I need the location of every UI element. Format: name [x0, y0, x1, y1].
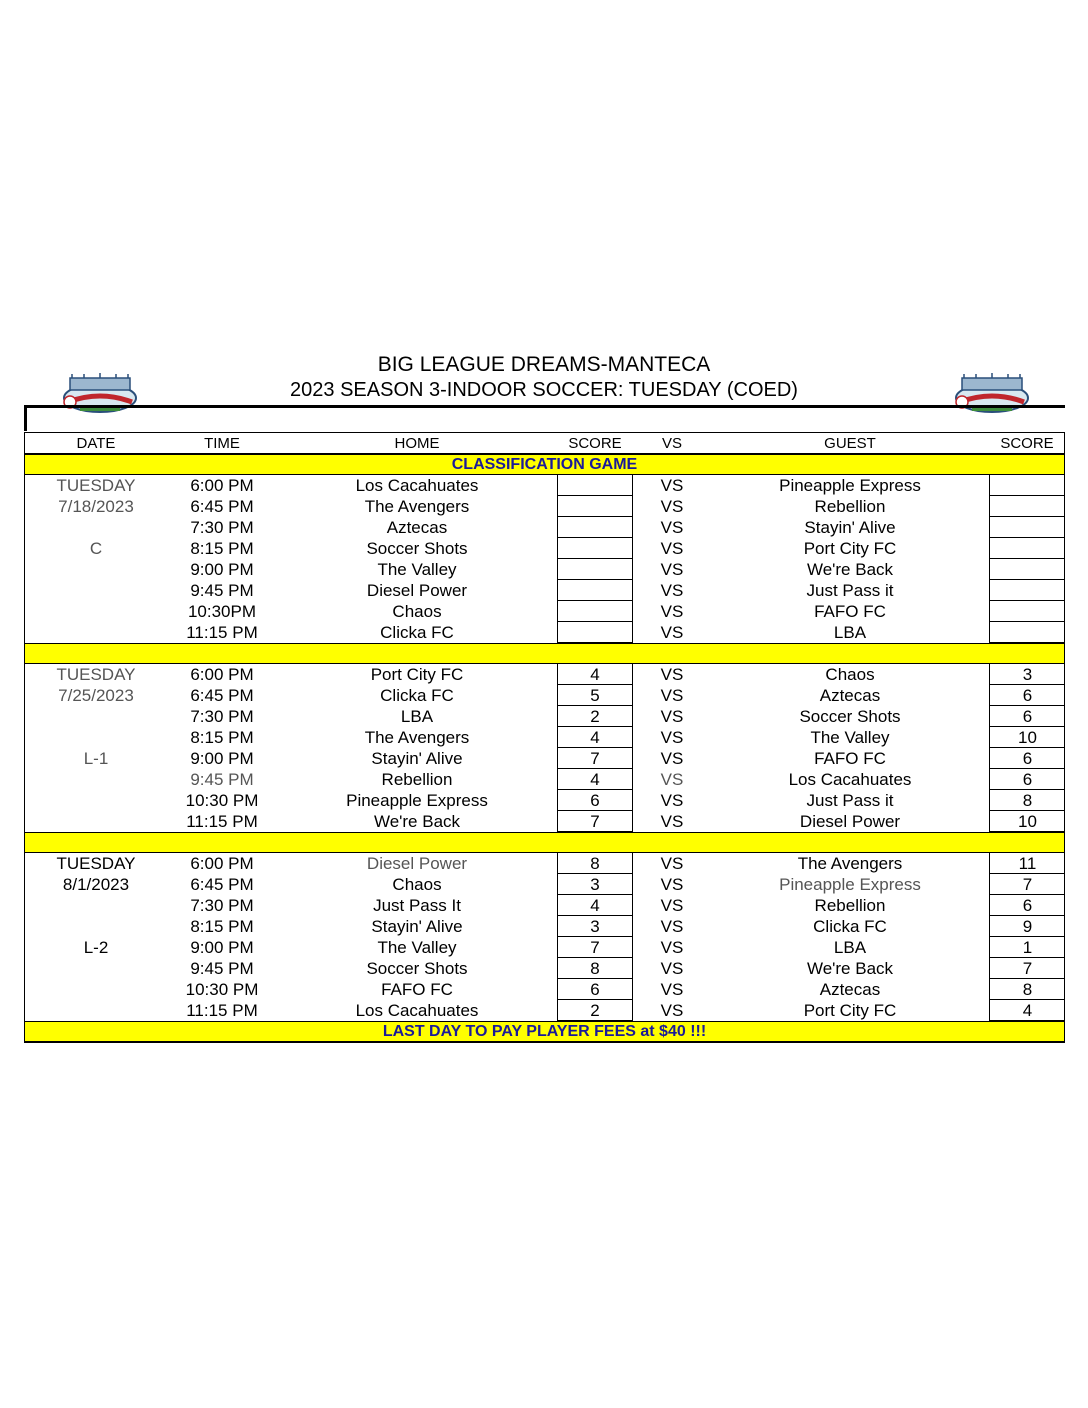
game-row — [25, 979, 1064, 1000]
game-row — [25, 811, 1064, 832]
versus-label: VS — [660, 854, 684, 873]
home-score: 2 — [557, 1000, 633, 1021]
game-date — [25, 958, 167, 979]
game-date: 7/18/2023 — [58, 497, 134, 516]
guest-score — [989, 538, 1065, 559]
classification-banner: CLASSIFICATION GAME — [25, 454, 1064, 475]
game-row — [25, 790, 1064, 811]
home-score: 4 — [557, 727, 633, 748]
versus-label: VS — [660, 602, 684, 621]
game-time: 9:00 PM — [190, 749, 254, 768]
versus-label: VS — [660, 728, 684, 747]
game-row — [25, 937, 1064, 958]
guest-team: Port City FC — [803, 539, 897, 558]
game-time: 9:00 PM — [190, 938, 254, 957]
game-row — [25, 769, 1064, 790]
home-score: 6 — [557, 790, 633, 811]
home-score — [557, 580, 633, 601]
versus-label: VS — [660, 917, 684, 936]
game-date: C — [89, 539, 103, 558]
game-time: 7:30 PM — [190, 518, 254, 537]
game-date: L-2 — [83, 938, 109, 957]
versus-label: VS — [660, 518, 684, 537]
title-block — [0, 352, 1088, 402]
guest-score: 10 — [989, 727, 1065, 748]
schedule-table — [24, 432, 1065, 1043]
versus-label: VS — [660, 1001, 684, 1020]
game-row — [25, 475, 1064, 496]
home-team: The Valley — [377, 560, 457, 579]
page-subtitle: 2023 SEASON 3-INDOOR SOCCER: TUESDAY (COED) — [290, 379, 798, 401]
game-time: 10:30 PM — [185, 791, 259, 810]
guest-team: Chaos — [825, 665, 875, 684]
league-logo-left-icon — [60, 372, 140, 416]
game-date: 7/25/2023 — [58, 686, 134, 705]
game-time: 9:45 PM — [190, 959, 254, 978]
versus-label: VS — [660, 497, 684, 516]
game-date — [25, 727, 167, 748]
versus-label: VS — [660, 791, 684, 810]
home-score: 8 — [557, 958, 633, 979]
home-team: We're Back — [373, 812, 461, 831]
game-time: 9:45 PM — [190, 770, 254, 789]
game-time: 10:30PM — [187, 602, 257, 621]
guest-team: The Valley — [810, 728, 890, 747]
guest-score: 9 — [989, 916, 1065, 937]
home-team: FAFO FC — [381, 980, 453, 999]
guest-team: LBA — [833, 623, 867, 642]
home-team: Rebellion — [381, 770, 453, 789]
game-row — [25, 685, 1064, 706]
game-row — [25, 1000, 1064, 1021]
game-row — [25, 727, 1064, 748]
home-team: Stayin' Alive — [371, 917, 463, 936]
versus-label: VS — [660, 581, 684, 600]
guest-team: Los Cacahuates — [788, 770, 912, 789]
guest-team: Just Pass it — [806, 791, 894, 810]
game-row — [25, 916, 1064, 937]
guest-team: Aztecas — [819, 686, 881, 705]
guest-team: The Avengers — [797, 854, 903, 873]
versus-label: VS — [660, 749, 684, 768]
home-team: Just Pass It — [373, 896, 461, 915]
game-date: 8/1/2023 — [62, 875, 130, 894]
versus-label: VS — [660, 980, 684, 999]
home-score — [557, 517, 633, 538]
game-date — [25, 916, 167, 937]
header-home: HOME — [394, 435, 440, 452]
game-row — [25, 496, 1064, 517]
home-score — [557, 475, 633, 496]
home-score: 5 — [557, 685, 633, 706]
home-team: LBA — [400, 707, 434, 726]
game-time: 10:30 PM — [185, 980, 259, 999]
game-date — [25, 769, 167, 790]
versus-label: VS — [660, 770, 684, 789]
game-row — [25, 580, 1064, 601]
game-row — [25, 706, 1064, 727]
game-time: 7:30 PM — [190, 896, 254, 915]
home-score: 7 — [557, 811, 633, 832]
game-date — [25, 811, 167, 832]
game-date — [25, 580, 167, 601]
home-score: 4 — [557, 769, 633, 790]
home-score — [557, 559, 633, 580]
home-team: Diesel Power — [366, 581, 468, 600]
versus-label: VS — [660, 665, 684, 684]
home-score — [557, 538, 633, 559]
guest-score — [989, 517, 1065, 538]
home-score — [557, 622, 633, 643]
game-time: 8:15 PM — [190, 917, 254, 936]
game-row — [25, 664, 1064, 685]
home-team: Chaos — [392, 602, 442, 621]
game-time: 8:15 PM — [190, 539, 254, 558]
home-team: Clicka FC — [380, 686, 454, 705]
game-time: 7:30 PM — [190, 707, 254, 726]
guest-score: 7 — [989, 958, 1065, 979]
versus-label: VS — [660, 959, 684, 978]
guest-score: 3 — [989, 664, 1065, 685]
guest-team: Just Pass it — [806, 581, 894, 600]
home-score: 8 — [557, 853, 633, 874]
guest-score — [989, 601, 1065, 622]
guest-team: Port City FC — [803, 1001, 897, 1020]
game-date: L-1 — [83, 749, 109, 768]
game-time: 11:15 PM — [186, 623, 258, 642]
header-guest-score: SCORE — [1000, 435, 1054, 452]
week2-group — [25, 664, 1064, 832]
game-time: 6:45 PM — [190, 686, 254, 705]
game-time: 11:15 PM — [186, 1001, 258, 1020]
game-time: 6:45 PM — [190, 875, 254, 894]
week-separator — [25, 643, 1064, 664]
game-row — [25, 601, 1064, 622]
guest-team: Rebellion — [814, 497, 886, 516]
guest-team: LBA — [833, 938, 867, 957]
game-date — [25, 559, 167, 580]
game-date — [25, 979, 167, 1000]
game-row — [25, 559, 1064, 580]
guest-score: 7 — [989, 874, 1065, 895]
home-score: 7 — [557, 937, 633, 958]
home-team: Aztecas — [386, 518, 448, 537]
header-guest: GUEST — [824, 435, 876, 452]
home-score: 4 — [557, 664, 633, 685]
guest-score — [989, 622, 1065, 643]
guest-score: 8 — [989, 979, 1065, 1000]
game-row — [25, 895, 1064, 916]
guest-team: FAFO FC — [814, 749, 886, 768]
guest-score: 10 — [989, 811, 1065, 832]
guest-team: Aztecas — [819, 980, 881, 999]
guest-team: Stayin' Alive — [804, 518, 896, 537]
versus-label: VS — [660, 623, 684, 642]
guest-team: FAFO FC — [814, 602, 886, 621]
home-score — [557, 496, 633, 517]
home-team: The Valley — [377, 938, 457, 957]
game-date — [25, 1000, 167, 1021]
header-time: TIME — [204, 435, 240, 452]
home-score: 3 — [557, 916, 633, 937]
versus-label: VS — [660, 539, 684, 558]
home-team: Port City FC — [370, 665, 464, 684]
versus-label: VS — [660, 707, 684, 726]
home-team: The Avengers — [364, 728, 470, 747]
guest-score: 11 — [989, 853, 1065, 874]
game-time: 6:00 PM — [190, 665, 254, 684]
home-score: 6 — [557, 979, 633, 1000]
guest-score: 6 — [989, 895, 1065, 916]
game-time: 9:45 PM — [190, 581, 254, 600]
game-date — [25, 517, 167, 538]
versus-label: VS — [660, 812, 684, 831]
game-time: 6:00 PM — [190, 476, 254, 495]
home-score: 7 — [557, 748, 633, 769]
guest-team: Pineapple Express — [779, 875, 921, 894]
game-date — [25, 601, 167, 622]
game-time: 11:15 PM — [186, 812, 258, 831]
game-row — [25, 517, 1064, 538]
home-team: Diesel Power — [366, 854, 468, 873]
game-date: TUESDAY — [56, 854, 136, 873]
guest-score — [989, 475, 1065, 496]
header-rule-tick — [24, 405, 27, 431]
guest-team: Pineapple Express — [779, 476, 921, 495]
game-time: 6:45 PM — [190, 497, 254, 516]
home-score: 2 — [557, 706, 633, 727]
league-logo-right-icon — [952, 372, 1032, 416]
page-title: BIG LEAGUE DREAMS-MANTECA — [377, 353, 711, 376]
versus-label: VS — [660, 938, 684, 957]
header-vs: VS — [661, 435, 682, 452]
home-team: Pineapple Express — [346, 791, 488, 810]
versus-label: VS — [660, 875, 684, 894]
guest-team: Soccer Shots — [799, 707, 901, 726]
home-team: Soccer Shots — [366, 959, 468, 978]
guest-score — [989, 559, 1065, 580]
guest-team: Rebellion — [814, 896, 886, 915]
versus-label: VS — [660, 560, 684, 579]
guest-team: Clicka FC — [813, 917, 887, 936]
game-date: TUESDAY — [56, 665, 136, 684]
versus-label: VS — [660, 686, 684, 705]
game-date — [25, 622, 167, 643]
guest-score: 6 — [989, 769, 1065, 790]
guest-team: We're Back — [806, 560, 894, 579]
home-team: Los Cacahuates — [355, 476, 479, 495]
game-row — [25, 622, 1064, 643]
game-row — [25, 874, 1064, 895]
versus-label: VS — [660, 896, 684, 915]
header-home-score: SCORE — [568, 435, 622, 452]
home-team: The Avengers — [364, 497, 470, 516]
game-time: 8:15 PM — [190, 728, 254, 747]
game-date — [25, 895, 167, 916]
home-score: 4 — [557, 895, 633, 916]
header-date: DATE — [76, 435, 116, 452]
fees-banner: LAST DAY TO PAY PLAYER FEES at $40 !!! — [25, 1021, 1064, 1042]
home-team: Stayin' Alive — [371, 749, 463, 768]
game-row — [25, 958, 1064, 979]
home-score: 3 — [557, 874, 633, 895]
guest-score — [989, 496, 1065, 517]
game-date — [25, 790, 167, 811]
game-time: 6:00 PM — [190, 854, 254, 873]
home-score — [557, 601, 633, 622]
guest-team: We're Back — [806, 959, 894, 978]
guest-team: Diesel Power — [799, 812, 901, 831]
game-date: TUESDAY — [56, 476, 136, 495]
home-team: Chaos — [392, 875, 442, 894]
guest-score — [989, 580, 1065, 601]
guest-score: 8 — [989, 790, 1065, 811]
game-time: 9:00 PM — [190, 560, 254, 579]
game-date — [25, 706, 167, 727]
game-row — [25, 853, 1064, 874]
game-row — [25, 538, 1064, 559]
table-header-row — [25, 433, 1064, 454]
week1-group — [25, 475, 1064, 643]
guest-score: 6 — [989, 706, 1065, 727]
week3-group — [25, 853, 1064, 1021]
game-row — [25, 748, 1064, 769]
header-rule — [24, 405, 1065, 408]
home-team: Los Cacahuates — [355, 1001, 479, 1020]
guest-score: 6 — [989, 748, 1065, 769]
home-team: Clicka FC — [380, 623, 454, 642]
guest-score: 6 — [989, 685, 1065, 706]
guest-score: 1 — [989, 937, 1065, 958]
home-team: Soccer Shots — [366, 539, 468, 558]
week-separator — [25, 832, 1064, 853]
versus-label: VS — [660, 476, 684, 495]
guest-score: 4 — [989, 1000, 1065, 1021]
